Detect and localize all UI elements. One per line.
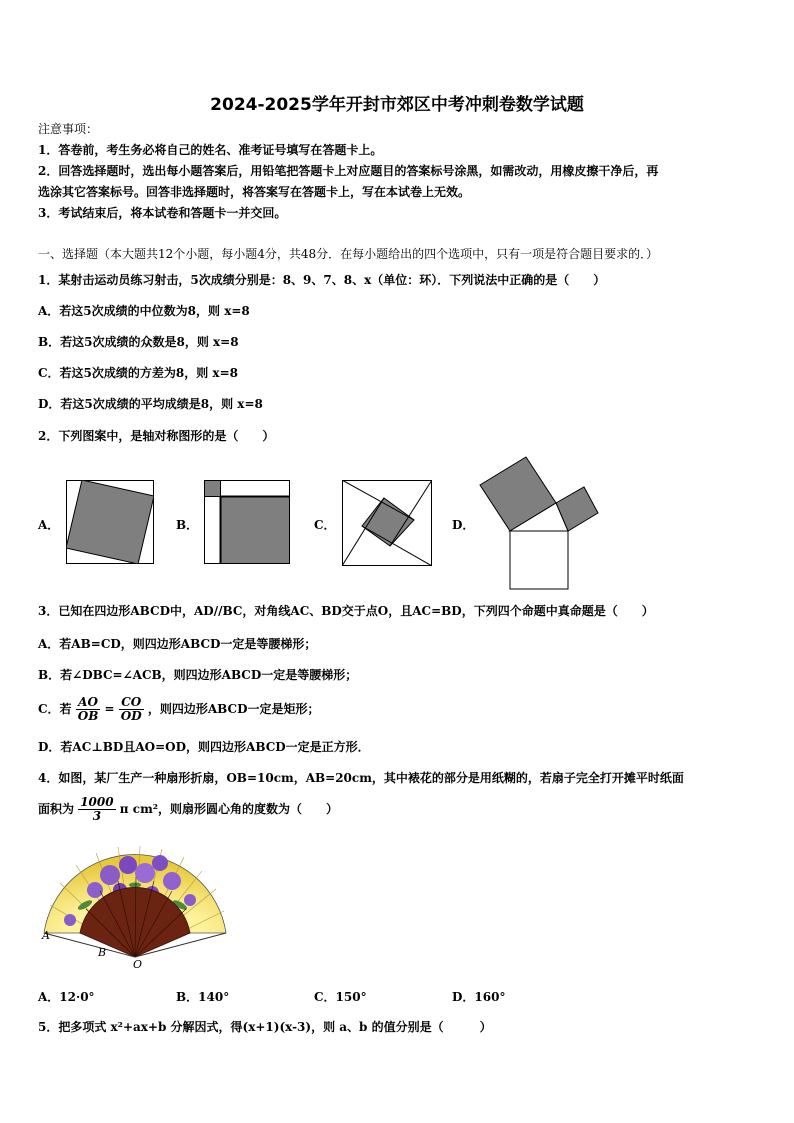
fan-label-o: O <box>133 958 143 971</box>
notice-item: 3．考试结束后，将本试卷和答题卡一并交回。 <box>38 206 287 220</box>
notice-item: 1．答卷前，考生务必将自己的姓名、准考证号填写在答题卡上。 <box>38 143 383 157</box>
figure-pinwheel-square <box>342 480 432 566</box>
fraction-ao-ob <box>76 696 101 723</box>
question-2-label-a: A． <box>38 518 60 532</box>
fan-label-b: B <box>98 946 107 959</box>
section-heading: 一、选择题（本大题共12个小题，每小题4分，共48分．在每小题给出的四个选项中，只有一项是符合题目要求的．） <box>38 247 659 261</box>
fraction-denominator: 3 <box>92 809 102 823</box>
question-3-option-d: D．若AC⊥BD且AO=OD，则四边形ABCD一定是正方形． <box>38 740 370 754</box>
question-3-option-a: A．若AB=CD，则四边形ABCD一定是等腰梯形； <box>38 637 317 651</box>
question-3-stem: 3．已知在四边形ABCD中，AD//BC，对角线AC、BD交于点O，且AC=BD，下列四个命题中真命题是（ ） <box>38 604 654 618</box>
figure-square-with-corner <box>204 480 290 564</box>
figure-tilted-square-in-square <box>66 480 154 564</box>
folding-fan-figure <box>40 845 230 975</box>
fan-label-a: A <box>42 929 50 942</box>
question-1-option-a: A．若这5次成绩的中位数为8，则 x=8 <box>38 304 250 318</box>
option-c-prefix: C．若 <box>38 702 72 716</box>
question-1-option-d: D．若这5次成绩的平均成绩是8，则 x=8 <box>38 397 263 411</box>
question-4-stem: 4．如图，某厂生产一种扇形折扇，OB=10cm，AB=20cm，其中裱花的部分是用纸糊的，若扇子完全打开摊平时纸面 <box>38 771 684 785</box>
fraction-numerator: 1000 <box>80 795 114 809</box>
question-4-option-a: A．12·0° <box>38 990 95 1004</box>
fraction-denominator: OB <box>77 709 99 723</box>
stem-suffix: π cm²，则扇形圆心角的度数为（ ） <box>119 802 339 816</box>
notice-item: 2．回答选择题时，选出每小题答案后，用铅笔把答题卡上对应题目的答案标号涂黑，如需改动，用橡皮擦干净后，再 <box>38 164 659 178</box>
fraction-numerator: CO <box>119 696 144 710</box>
notice-item: 选涂其它答案标号。回答非选择题时，将答案写在答题卡上，写在本试卷上无效。 <box>38 185 471 199</box>
question-1-option-c: C．若这5次成绩的方差为8，则 x=8 <box>38 366 238 380</box>
question-2-label-d: D． <box>452 518 475 532</box>
question-5-stem: 5．把多项式 x²+ax+b 分解因式，得(x+1)(x-3)，则 a、b 的值分别是（ ） <box>38 1020 492 1034</box>
question-2-label-b: B． <box>176 518 199 532</box>
fraction-co-od <box>119 696 144 723</box>
question-3-option-b: B．若∠DBC=∠ACB，则四边形ABCD一定是等腰梯形； <box>38 668 358 682</box>
fraction-denominator: OD <box>120 709 142 723</box>
question-2-stem: 2．下列图案中，是轴对称图形的是（ ） <box>38 429 275 443</box>
equals-sign: = <box>104 702 115 716</box>
question-4-option-b: B．140° <box>176 990 230 1004</box>
stem-prefix: 面积为 <box>38 802 75 816</box>
question-4-option-d: D．160° <box>452 990 506 1004</box>
question-4-option-c: C．150° <box>314 990 367 1004</box>
question-4-stem-line2 <box>38 796 338 823</box>
page-title: 2024-2025学年开封市郊区中考冲刺卷数学试题 <box>210 95 584 115</box>
fraction-area <box>78 796 115 823</box>
figure-pythagoras-squares <box>478 455 602 591</box>
question-2-label-c: C． <box>314 518 336 532</box>
option-c-suffix: ，则四边形ABCD一定是矩形； <box>147 702 320 716</box>
notice-heading: 注意事项： <box>38 122 99 136</box>
question-1-option-b: B．若这5次成绩的众数是8，则 x=8 <box>38 335 239 349</box>
question-1-stem: 1．某射击运动员练习射击，5次成绩分别是：8、9、7、8、x（单位：环）．下列说法中正确的是（ ） <box>38 273 606 287</box>
fraction-numerator: AO <box>76 696 101 710</box>
question-3-option-c <box>38 696 319 723</box>
